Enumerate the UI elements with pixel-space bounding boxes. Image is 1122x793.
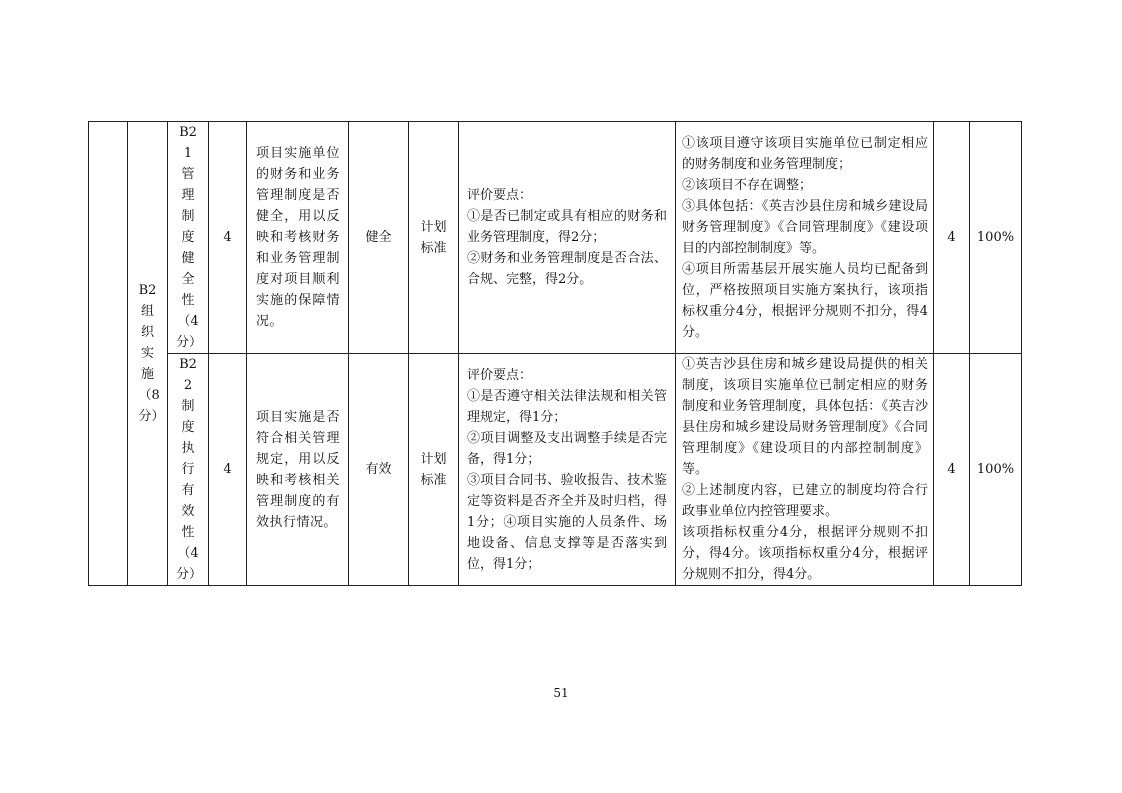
target-value: 健全 [365, 230, 392, 245]
rate-value: 100% [976, 230, 1015, 245]
evaluation-table [88, 121, 1022, 586]
basis-value: 计划标准 [420, 219, 447, 256]
result-item: ④项目所需基层开展实施人员均已配备到位，严格按照项目实施方案执行，该项指标权重分4分，根据评分规则不扣分，得4分。 [682, 261, 928, 340]
level2-cell [128, 122, 168, 586]
rate-cell [970, 122, 1022, 354]
rate-cell [970, 354, 1022, 586]
result-cell [676, 122, 934, 354]
points-title: 评价要点： [467, 367, 533, 383]
table-row [89, 354, 1022, 586]
level2-label: B2 组织实施（8分） [138, 283, 165, 424]
target-value: 有效 [365, 462, 392, 477]
basis-value: 计划标准 [420, 451, 447, 488]
result-item: ①英吉沙县住房和城乡建设局提供的相关制度，该项目实施单位已制定相应的财务制度和业务管理制度，具体包括：《英吉沙县住房和城乡建设局财务管理制度》《合同管理制度》《建设项目的内部控制制度》等。 [682, 357, 928, 477]
weight-value: 4 [223, 230, 232, 245]
indicator-cell [168, 122, 209, 354]
score-cell [934, 354, 970, 586]
points-item: ②项目调整及支出调整手续是否完备，得1分； [467, 430, 667, 467]
result-item: ①该项目遵守该项目实施单位已制定相应的财务制度和业务管理制度； [682, 135, 928, 172]
rate-value: 100% [976, 462, 1015, 477]
result-item: ②上述制度内容，已建立的制度均符合行政事业单位内控管理要求。 [682, 483, 928, 519]
points-item: ②财务和业务管理制度是否合法、合规、完整，得2分。 [467, 251, 667, 287]
result-content [676, 133, 933, 343]
indicator-label: B22 制度执行有效性（4分） [176, 357, 203, 582]
score-value: 4 [947, 462, 956, 477]
points-content [459, 185, 675, 290]
points-title: 评价要点： [467, 188, 533, 203]
description-cell [247, 122, 349, 354]
result-cell [676, 354, 934, 586]
points-cell [459, 122, 676, 354]
indicator-description: 项目实施单位的财务和业务管理制度是否健全，用以反映和考核财务和业务管理制度对项目顺利实施的保障情况。 [256, 146, 340, 329]
score-value: 4 [947, 230, 956, 245]
points-item: ①是否遵守相关法律法规和相关管理规定，得1分； [467, 388, 667, 425]
indicator-cell [168, 354, 209, 586]
points-item: ①是否已制定或具有相应的财务和业务管理制度，得2分； [467, 209, 667, 245]
target-cell [349, 122, 409, 354]
result-content [676, 354, 933, 585]
points-cell [459, 354, 676, 586]
result-item: 该项指标权重分4分，根据评分规则不扣分，得4分。该项指标权重分4分，根据评分规则不扣分，得4分。 [682, 525, 928, 582]
basis-cell [409, 122, 459, 354]
result-item: ②该项目不存在调整； [682, 177, 813, 193]
result-item: ③具体包括：《英吉沙县住房和城乡建设局财务管理制度》《合同管理制度》《建设项目的内部控制制度》等。 [682, 198, 928, 256]
weight-cell [209, 122, 247, 354]
weight-value: 4 [223, 462, 232, 477]
page-number: 51 [553, 686, 569, 700]
basis-cell [409, 354, 459, 586]
score-cell [934, 122, 970, 354]
table-row [89, 122, 1022, 354]
indicator-label: B21 管理制度健全性（4分） [176, 125, 203, 350]
weight-cell [209, 354, 247, 586]
level1-cell [89, 122, 128, 586]
points-content [459, 365, 675, 575]
description-cell [247, 354, 349, 586]
target-cell [349, 354, 409, 586]
indicator-description: 项目实施是否符合相关管理规定，用以反映和考核相关管理制度的有效执行情况。 [256, 409, 340, 530]
points-item: ③项目合同书、验收报告、技术鉴定等资料是否齐全并及时归档，得1分；④项目实施的人员条件、场地设备、信息支撑等是否落实到位，得1分； [467, 472, 667, 572]
